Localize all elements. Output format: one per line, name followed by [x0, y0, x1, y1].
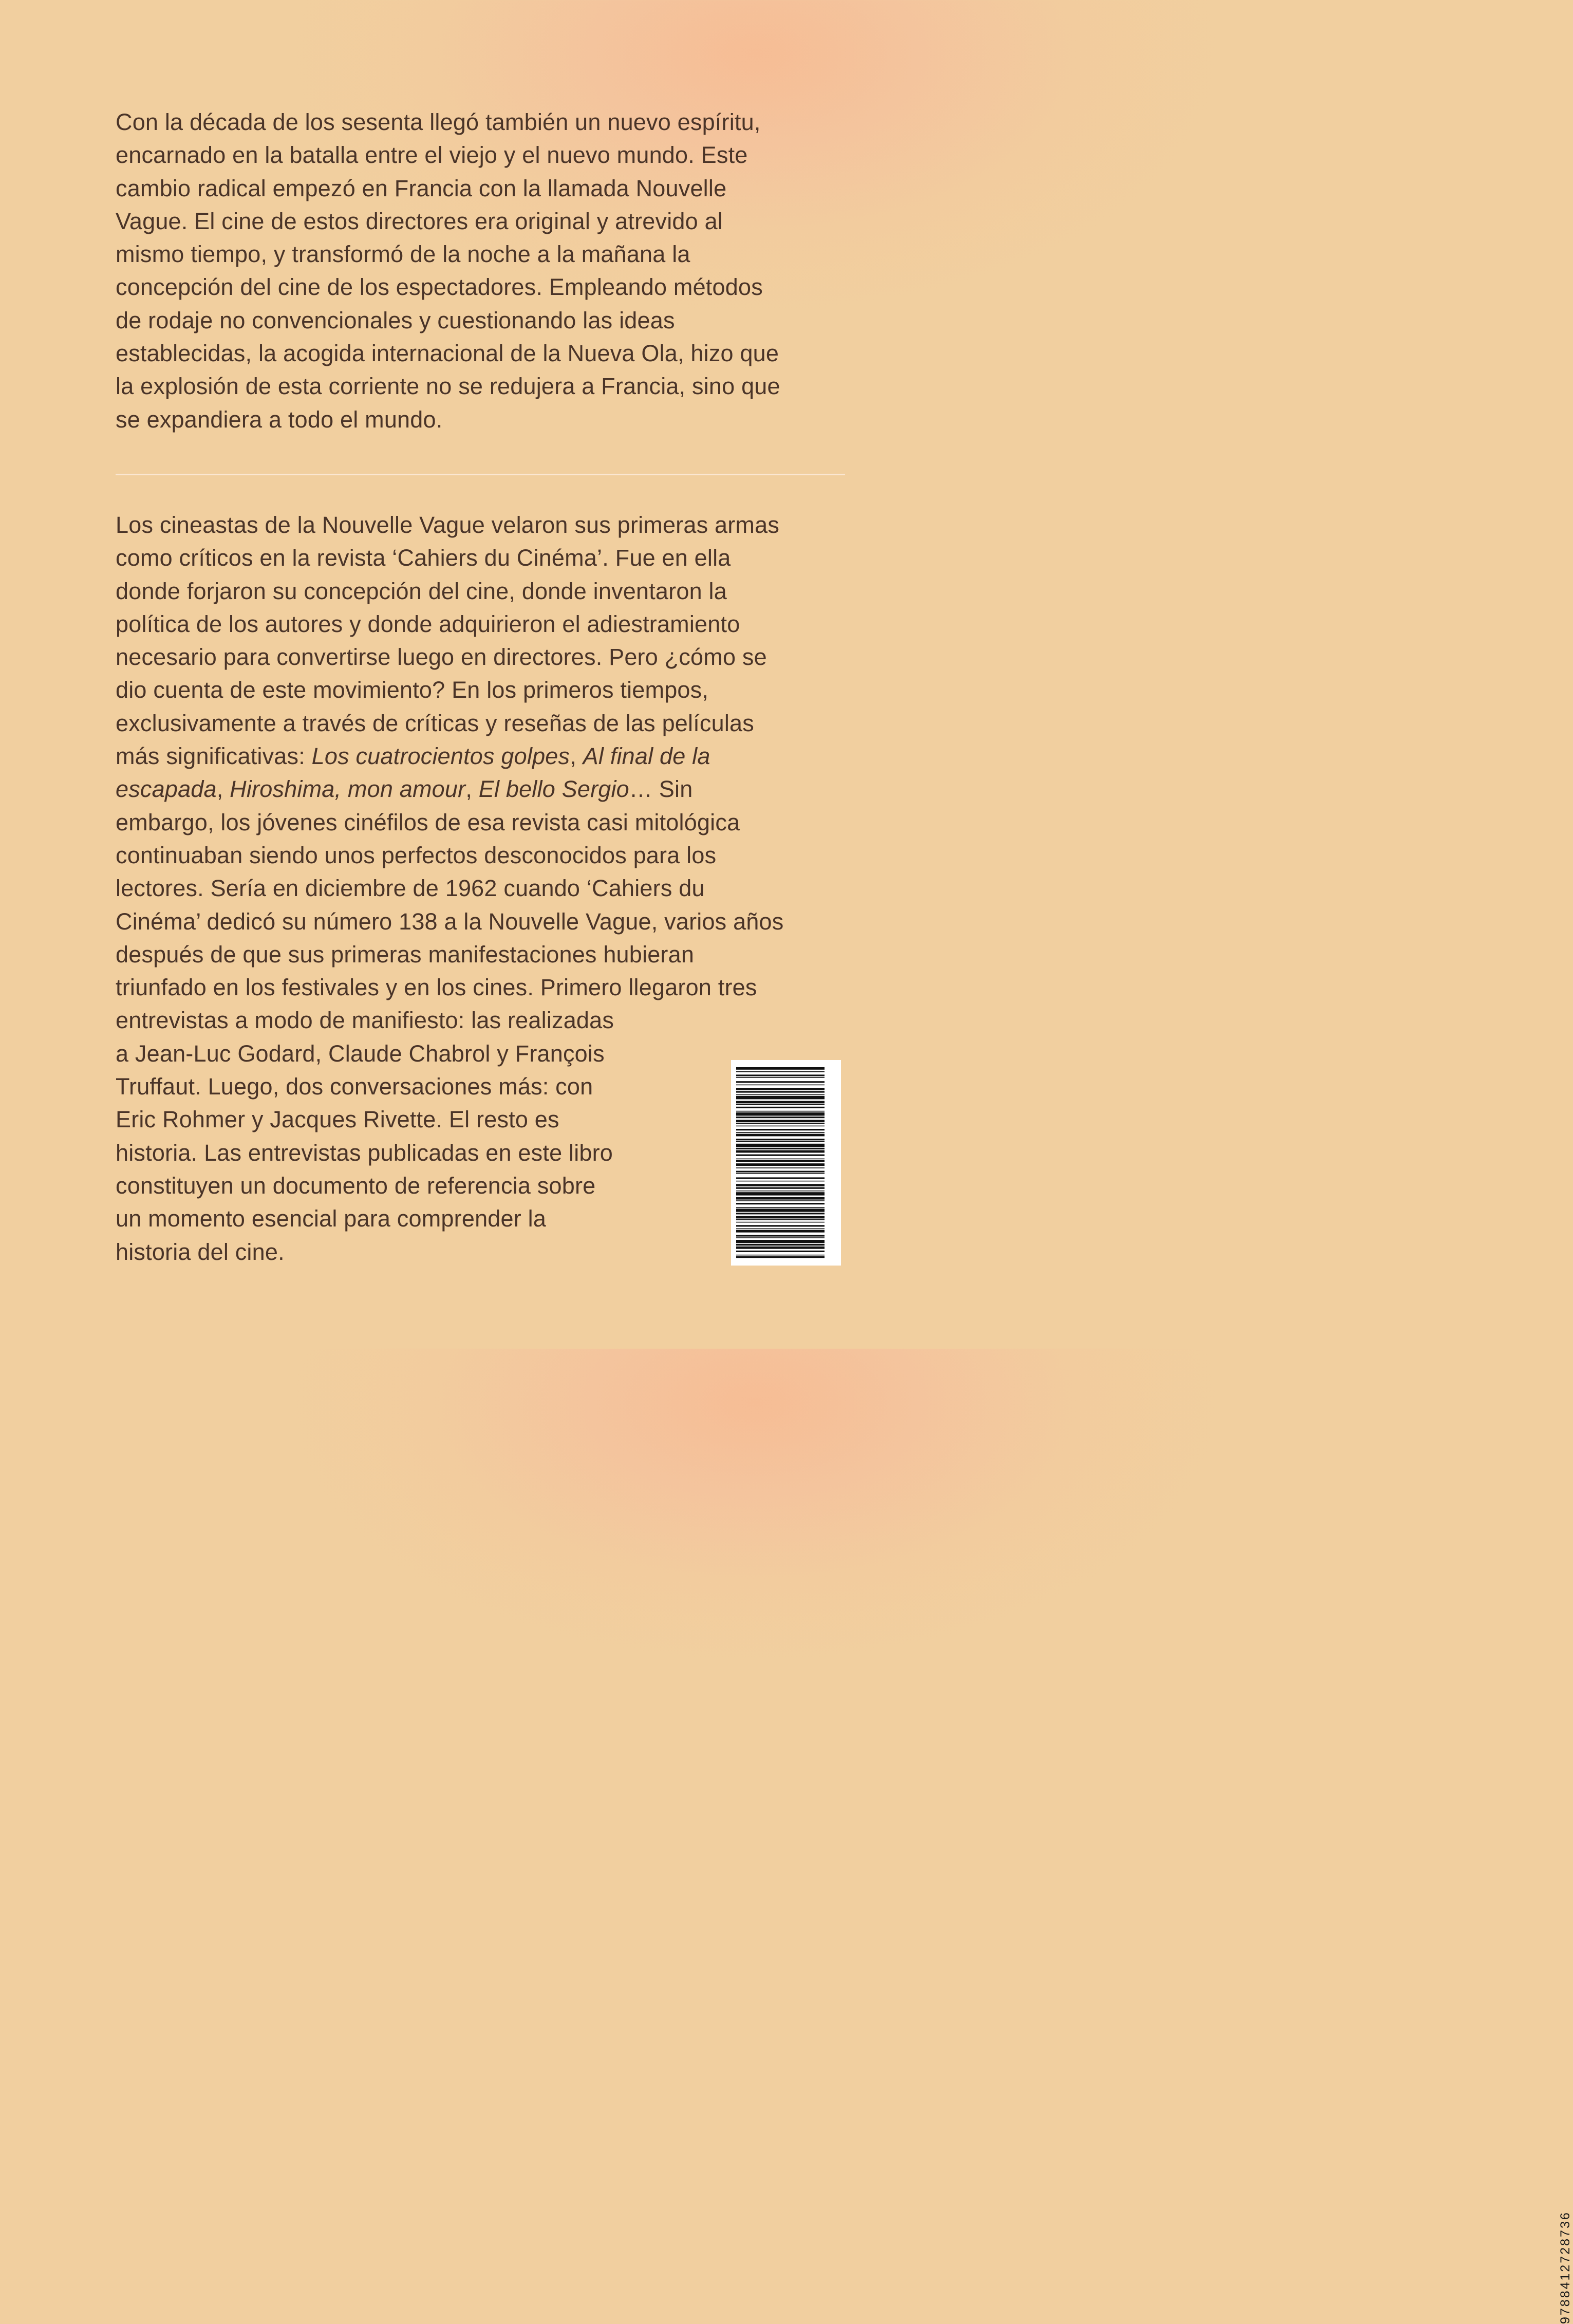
text-line: entrevistas a modo de manifiesto: las realizadas	[116, 1007, 614, 1034]
barcode-bar	[736, 1207, 825, 1208]
barcode-bar	[736, 1229, 825, 1230]
barcode-bar	[736, 1132, 825, 1133]
text-line: historia. Las entrevistas publicadas en este libro	[116, 1139, 613, 1166]
text-line: como críticos en la revista ‘Cahiers du Cinéma’. Fue en ella	[116, 545, 731, 571]
text-run: ,	[465, 776, 479, 803]
film-title: Los cuatrocientos golpes	[311, 743, 570, 770]
section-divider	[116, 474, 845, 475]
barcode-bar	[736, 1209, 825, 1212]
barcode-bars	[731, 1060, 841, 1266]
text-line: exclusivamente a través de críticas y reseñas de las películas	[116, 710, 754, 736]
barcode-bar	[736, 1225, 825, 1226]
barcode-bar	[736, 1141, 825, 1142]
barcode-bar	[736, 1184, 825, 1186]
film-title: Al final de la	[583, 743, 710, 770]
barcode-bar	[736, 1134, 825, 1137]
barcode-bar	[736, 1203, 825, 1204]
text-line: después de que sus primeras manifestaciones hubieran	[116, 941, 695, 968]
text-line: continuaban siendo unos perfectos desconocidos para los	[116, 842, 717, 868]
text-line: Eric Rohmer y Jacques Rivette. El resto es	[116, 1106, 559, 1133]
barcode-bar	[736, 1071, 825, 1072]
barcode-bar	[736, 1219, 825, 1220]
barcode-bar	[736, 1074, 825, 1076]
barcode-bar	[736, 1067, 825, 1070]
barcode-bar	[736, 1191, 825, 1192]
barcode-bar	[736, 1117, 825, 1118]
barcode-bar	[736, 1112, 825, 1115]
barcode-bar	[736, 1088, 825, 1090]
text-line: Vague. El cine de estos directores era original y atrevido al	[116, 208, 723, 234]
barcode-bar	[736, 1237, 825, 1238]
film-title: escapada	[116, 776, 217, 803]
text-line: Cinéma’ dedicó su número 138 a la Nouvelle Vague, varios años	[116, 908, 784, 935]
text-line: lectores. Sería en diciembre de 1962 cuando ‘Cahiers du	[116, 875, 705, 902]
barcode-bar	[736, 1104, 825, 1105]
barcode-bar	[736, 1081, 825, 1083]
text-line: necesario para convertirse luego en directores. Pero ¿cómo se	[116, 644, 767, 671]
barcode-bar	[736, 1139, 825, 1140]
barcode-bar	[736, 1187, 825, 1189]
barcode-bar	[736, 1111, 825, 1112]
barcode-bar	[736, 1085, 825, 1086]
barcode-bar	[736, 1222, 825, 1223]
text-line-with-titles	[116, 773, 845, 806]
text-line: donde forjaron su concepción del cine, donde inventaron la	[116, 578, 727, 604]
text-line: política de los autores y donde adquirieron el adiestramiento	[116, 610, 740, 637]
barcode-bar	[736, 1150, 825, 1153]
text-line: Truffaut. Luego, dos conversaciones más: con	[116, 1073, 593, 1100]
barcode-bar	[736, 1126, 825, 1127]
barcode-bar	[736, 1255, 825, 1256]
text-run: ,	[570, 743, 583, 770]
barcode-bar	[736, 1251, 825, 1252]
text-line: la explosión de esta corriente no se redujera a Francia, sino que	[116, 373, 780, 400]
barcode-bar	[736, 1171, 825, 1173]
text-line: establecidas, la acogida internacional de la Nueva Ola, hizo que	[116, 340, 779, 367]
synopsis-paragraph-1	[116, 106, 845, 436]
text-line: cambio radical empezó en Francia con la llamada Nouvelle	[116, 175, 727, 201]
text-line: historia del cine.	[116, 1238, 285, 1265]
barcode-bar	[736, 1173, 825, 1174]
barcode-bar	[736, 1123, 825, 1124]
text-line: concepción del cine de los espectadores. Empleando métodos	[116, 274, 763, 301]
text-line: un momento esencial para comprender la	[116, 1205, 547, 1232]
text-line: triunfado en los festivales y en los cines. Primero llegaron tres	[116, 974, 757, 1001]
film-title: El bello Sergio	[478, 776, 629, 803]
film-title: Hiroshima, mon amour	[230, 776, 466, 803]
barcode-bar	[736, 1096, 825, 1099]
barcode-bar	[736, 1160, 825, 1162]
barcode-bar	[736, 1167, 825, 1168]
barcode-bar	[736, 1077, 825, 1078]
barcode-bar	[736, 1235, 825, 1236]
text-line: a Jean-Luc Godard, Claude Chabrol y François	[116, 1040, 605, 1067]
barcode-bar	[736, 1177, 825, 1179]
barcode-bar	[736, 1148, 825, 1149]
barcode-bar	[736, 1144, 825, 1147]
barcode-bar	[736, 1216, 825, 1219]
barcode-bar	[736, 1094, 825, 1095]
barcode-bar	[736, 1256, 825, 1258]
barcode-bar	[736, 1247, 825, 1249]
text-line: encarnado en la batalla entre el viejo y el nuevo mundo. Este	[116, 142, 748, 169]
text-run: ,	[216, 776, 230, 803]
text-line: de rodaje no convencionales y cuestionando las ideas	[116, 307, 675, 333]
text-line: constituyen un documento de referencia sobre	[116, 1172, 596, 1199]
barcode-bar	[736, 1181, 825, 1182]
barcode-bar	[736, 1129, 825, 1130]
barcode-bar	[736, 1163, 825, 1166]
isbn-barcode	[731, 1060, 1572, 2324]
text-line-with-titles	[116, 740, 845, 773]
text-line: se expandiera a todo el mundo.	[116, 406, 443, 433]
barcode-bar	[736, 1230, 825, 1233]
barcode-bar	[736, 1107, 825, 1108]
text-line: Los cineastas de la Nouvelle Vague velaron sus primeras armas	[116, 512, 780, 538]
barcode-bar	[736, 1120, 825, 1122]
barcode-bar	[736, 1200, 825, 1201]
text-run: … Sin	[629, 776, 693, 803]
text-run: más significativas:	[116, 743, 312, 770]
barcode-bar	[736, 1155, 825, 1156]
text-line: mismo tiempo, y transformó de la noche a la mañana la	[116, 241, 690, 268]
barcode-bar	[736, 1159, 825, 1160]
barcode-bar	[736, 1091, 825, 1092]
isbn-number: 9788412728736	[1558, 2211, 1572, 2324]
text-line: embargo, los jóvenes cinéfilos de esa revista casi mitológica	[116, 809, 740, 835]
barcode-bar	[736, 1213, 825, 1214]
text-line: dio cuenta de este movimiento? En los primeros tiempos,	[116, 677, 709, 703]
text-line: Con la década de los sesenta llegó también un nuevo espíritu,	[116, 109, 761, 135]
barcode-bar	[736, 1244, 825, 1245]
barcode-bar	[736, 1101, 825, 1104]
barcode-bar	[736, 1240, 825, 1243]
barcode-bar	[736, 1197, 825, 1200]
barcode-bar	[736, 1192, 825, 1195]
